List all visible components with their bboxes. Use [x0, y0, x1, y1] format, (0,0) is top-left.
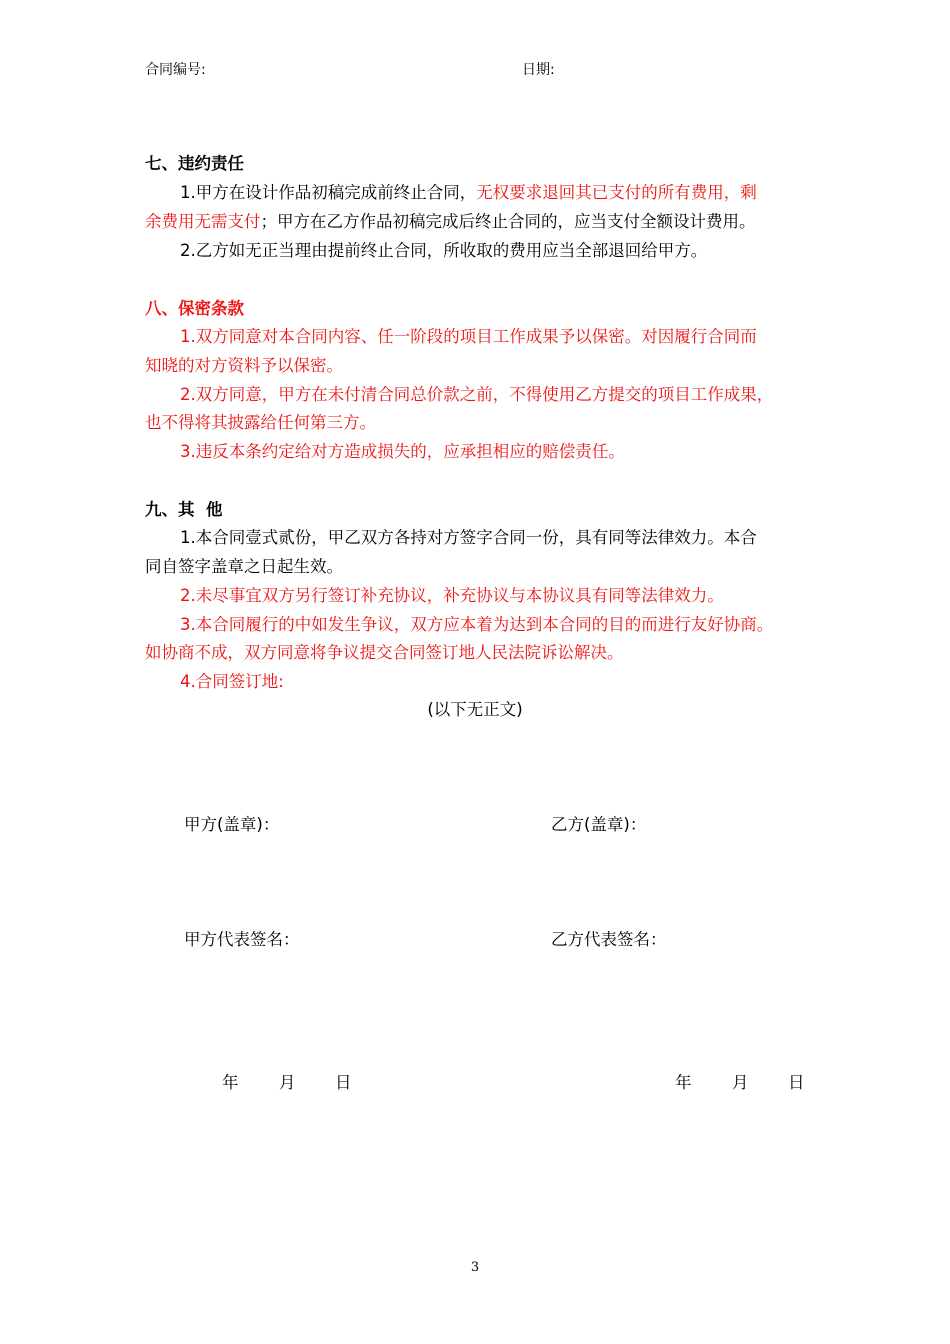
section-7-paragraph-2: 2.乙方如无正当理由提前终止合同，所收取的费用应当全部退回给甲方。 — [180, 241, 708, 260]
party-b-date-month: 月 — [732, 1073, 749, 1092]
party-a-date-day: 日 — [335, 1073, 352, 1092]
section-9-paragraph-3-line-1: 3.本合同履行的中如发生争议，双方应本着为达到本合同的目的而进行友好协商。 — [180, 615, 774, 634]
section-9-paragraph-2: 2.未尽事宜双方另行签订补充协议，补充协议与本协议具有同等法律效力。 — [180, 586, 724, 605]
section-7-p1-part-b: 无权要求退回其已支付的所有费用，剩 — [476, 183, 757, 202]
section-9-paragraph-1-line-1: 1.本合同壹式贰份，甲乙双方各持对方签字合同一份，具有同等法律效力。本合 — [180, 528, 757, 547]
section-8-paragraph-1-line-1: 1.双方同意对本合同内容、任一阶段的项目工作成果予以保密。对因履行合同而 — [180, 327, 757, 346]
section-9-title: 九、其 他 — [145, 500, 223, 519]
section-7-title: 七、违约责任 — [145, 154, 244, 173]
section-9-paragraph-3-line-2: 如协商不成，双方同意将争议提交合同签订地人民法院诉讼解决。 — [145, 643, 624, 662]
party-b-date-year: 年 — [675, 1073, 692, 1092]
section-7-p1-part-a: 1.甲方在设计作品初稿完成前终止合同， — [180, 183, 477, 202]
end-of-text-note: (以下无正文) — [427, 700, 523, 719]
section-7-paragraph-1-line-1 — [180, 179, 757, 203]
party-b-representative-label: 乙方代表签名： — [551, 930, 667, 949]
section-8-title: 八、保密条款 — [145, 299, 244, 318]
party-b-date-day: 日 — [788, 1073, 805, 1092]
section-7-p1-part-d: ；甲方在乙方作品初稿完成后终止合同的，应当支付全额设计费用。 — [260, 212, 756, 231]
section-8-paragraph-2-line-2: 也不得将其披露给任何第三方。 — [145, 413, 376, 432]
section-7-paragraph-1-line-2 — [145, 208, 756, 232]
section-9-paragraph-4: 4.合同签订地: — [180, 672, 284, 691]
section-8-paragraph-1-line-2: 知晓的对方资料予以保密。 — [145, 356, 343, 375]
party-a-date-year: 年 — [222, 1073, 239, 1092]
party-a-representative-label: 甲方代表签名： — [184, 930, 300, 949]
section-8-paragraph-3: 3.违反本条约定给对方造成损失的，应承担相应的赔偿责任。 — [180, 442, 625, 461]
section-7-p1-part-c: 余费用无需支付 — [145, 212, 261, 231]
section-8-paragraph-2-line-1: 2.双方同意，甲方在未付清合同总价款之前，不得使用乙方提交的项目工作成果， — [180, 385, 774, 404]
party-b-seal-label: 乙方(盖章)： — [551, 815, 647, 834]
contract-number-label: 合同编号: — [145, 62, 206, 78]
party-a-seal-label: 甲方(盖章)： — [184, 815, 280, 834]
date-label: 日期: — [522, 62, 555, 78]
section-9-paragraph-1-line-2: 同自签字盖章之日起生效。 — [145, 557, 343, 576]
page-number: 3 — [470, 1260, 480, 1275]
party-a-date-month: 月 — [279, 1073, 296, 1092]
